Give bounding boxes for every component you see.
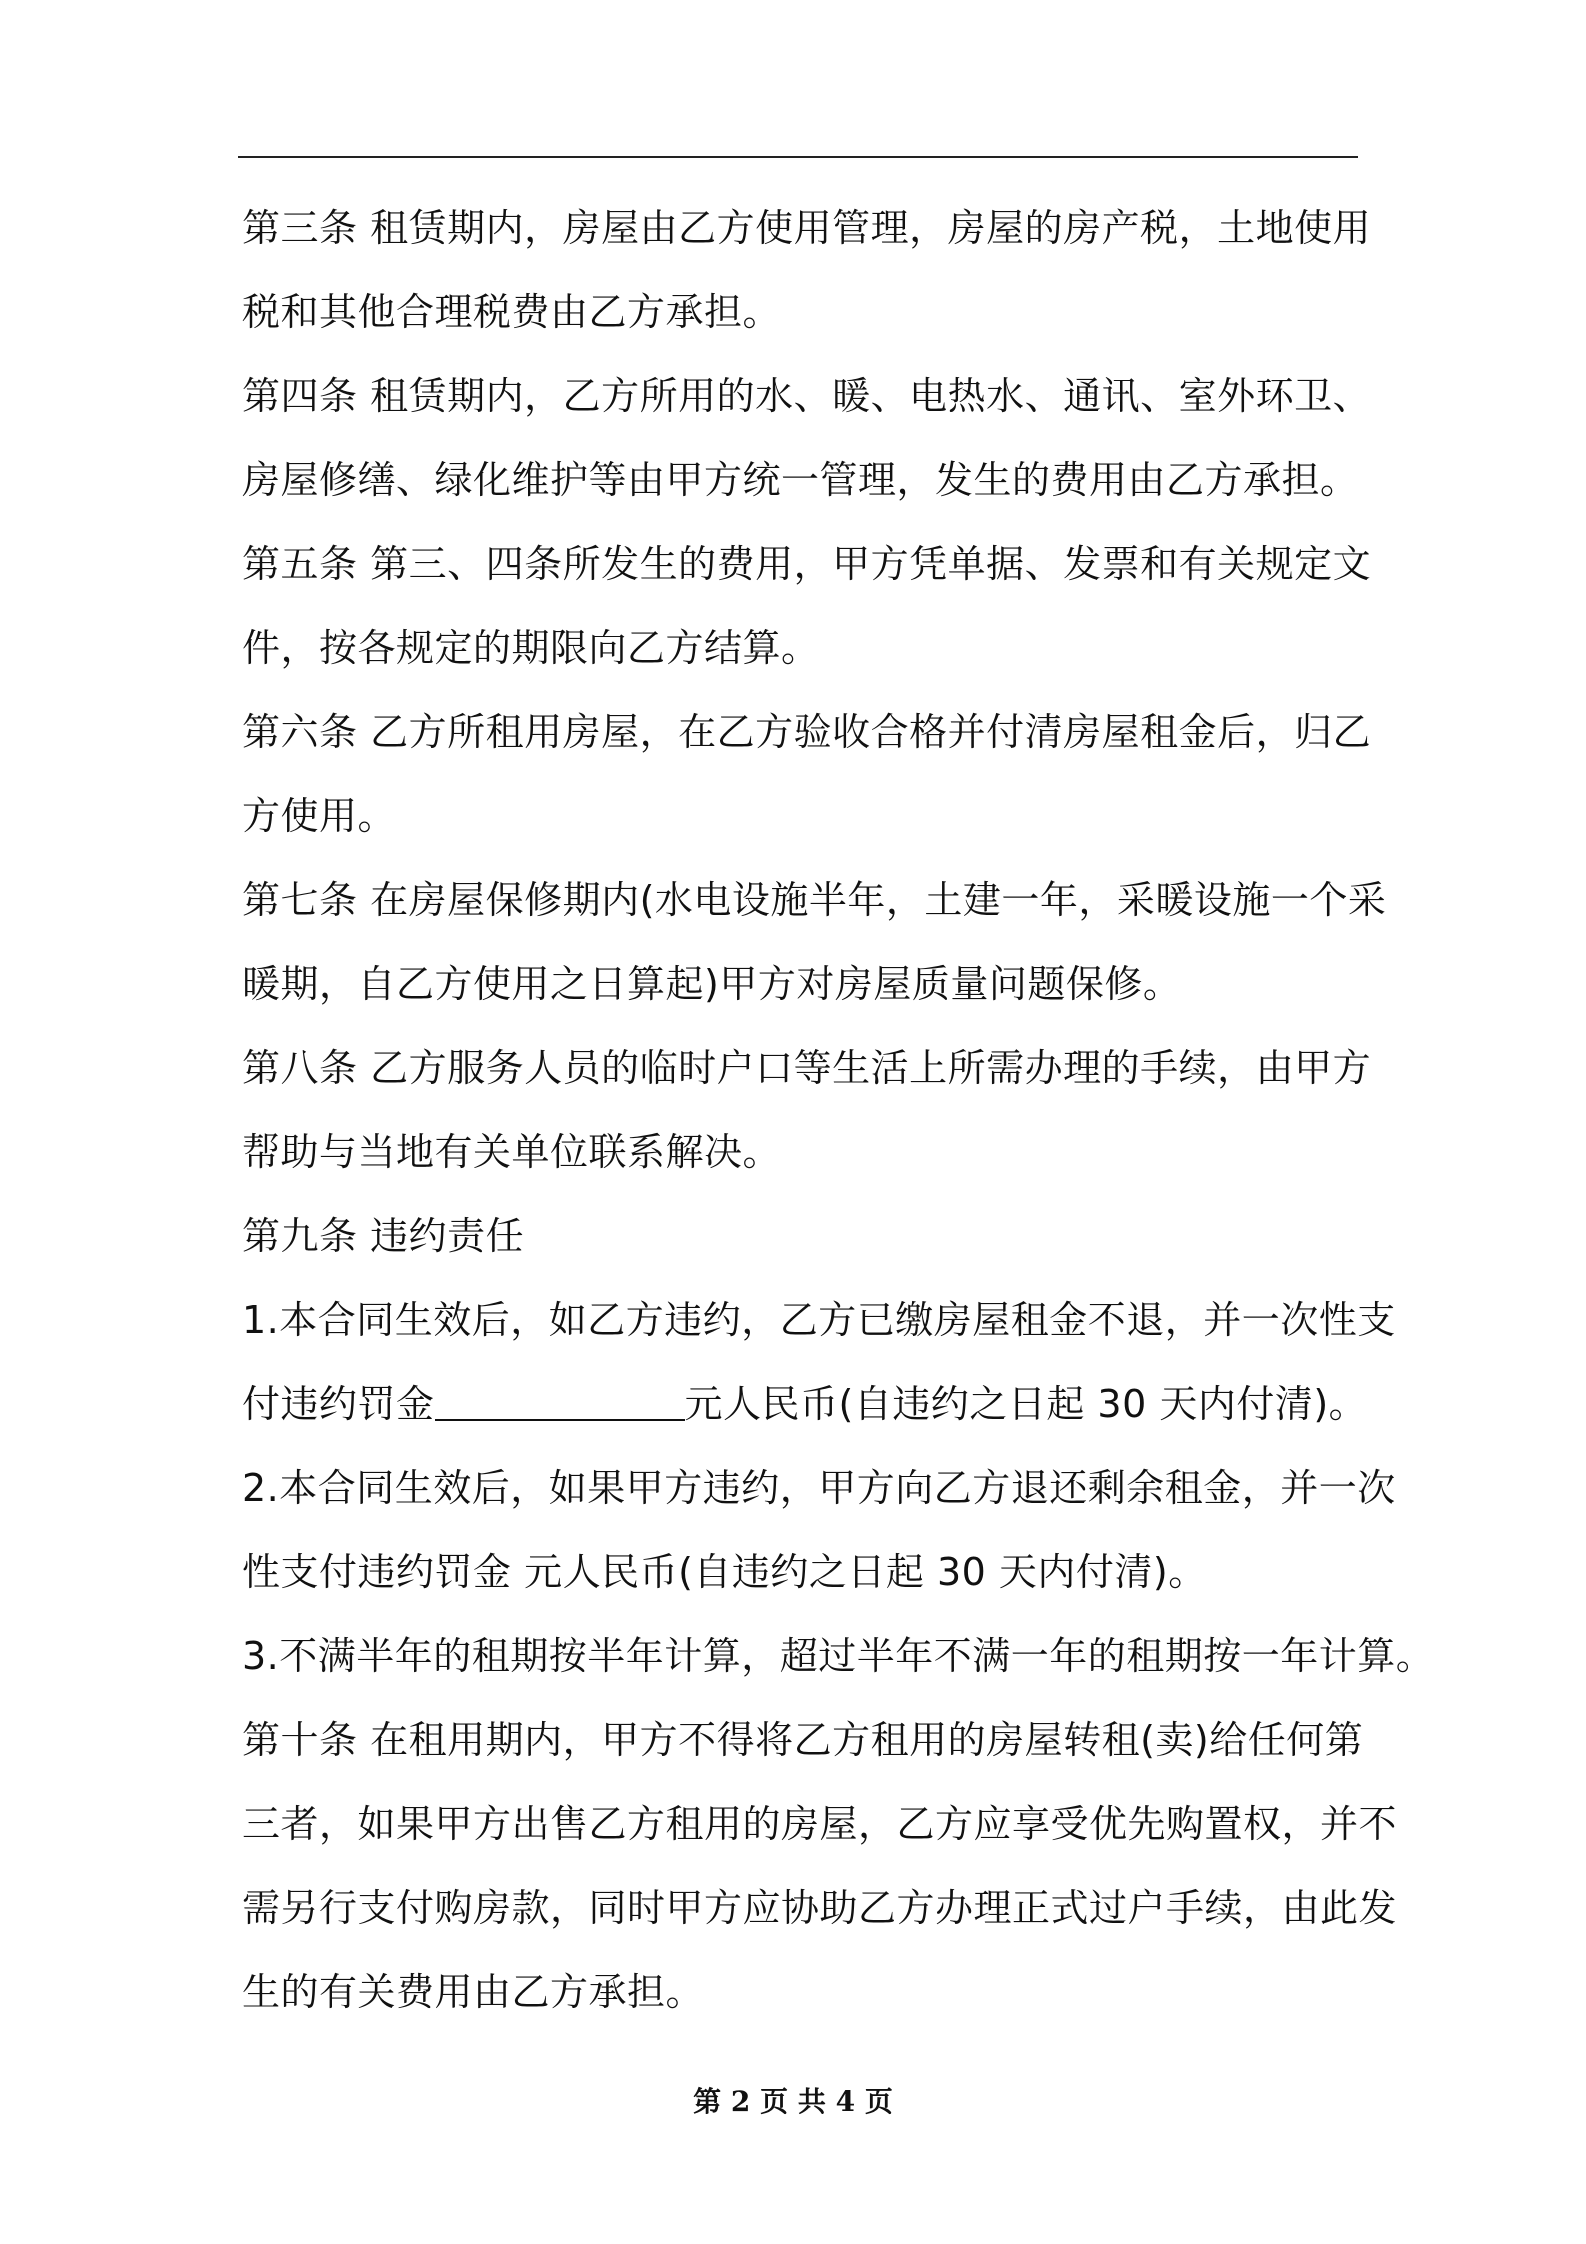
text-line: 税和其他合理税费由乙方承担。 (242, 290, 782, 334)
text-line: 2.本合同生效后，如果甲方违约，甲方向乙方退还剩余租金，并一次 (242, 1466, 1396, 1510)
text-line: 第三条 租赁期内，房屋由乙方使用管理，房屋的房产税，土地使用 (242, 206, 1372, 250)
contract-body (242, 186, 1435, 2034)
text-line: 第九条 违约责任 (242, 1214, 525, 1258)
text-line: 方使用。 (242, 794, 397, 838)
penalty-text-after: 元人民币(自违约之日起 30 天内付清)。 (684, 1382, 1368, 1426)
text-line: 第五条 第三、四条所发生的费用，甲方凭单据、发票和有关规定文 (242, 542, 1372, 586)
text-line: 第七条 在房屋保修期内(水电设施半年，土建一年，采暖设施一个采 (242, 878, 1387, 922)
penalty-line (242, 1362, 1372, 1446)
text-line: 第十条 在租用期内，甲方不得将乙方租用的房屋转租(卖)给任何第 (242, 1718, 1364, 1762)
text-line: 性支付违约罚金 元人民币(自违约之日起 30 天内付清)。 (242, 1550, 1207, 1594)
text-line: 3.不满半年的租期按半年计算，超过半年不满一年的租期按一年计算。 (242, 1634, 1435, 1678)
page-number: 第 2 页 共 4 页 (693, 2085, 893, 2118)
penalty-text-before: 付违约罚金 (242, 1382, 435, 1426)
text-line: 房屋修缮、绿化维护等由甲方统一管理，发生的费用由乙方承担。 (242, 458, 1359, 502)
text-line: 需另行支付购房款，同时甲方应协助乙方办理正式过户手续，由此发 (242, 1886, 1398, 1930)
text-line: 第六条 乙方所租用房屋，在乙方验收合格并付清房屋租金后，归乙 (242, 710, 1372, 754)
text-line: 帮助与当地有关单位联系解决。 (242, 1130, 782, 1174)
text-line: 第八条 乙方服务人员的临时户口等生活上所需办理的手续，由甲方 (242, 1046, 1372, 1090)
header-rule (238, 156, 1358, 158)
text-line: 生的有关费用由乙方承担。 (242, 1970, 705, 2014)
text-line: 暖期，自乙方使用之日算起)甲方对房屋质量问题保修。 (242, 962, 1182, 1006)
text-line: 三者，如果甲方出售乙方租用的房屋，乙方应享受优先购置权，并不 (242, 1802, 1398, 1846)
penalty-amount-blank (435, 1385, 685, 1421)
text-line: 第四条 租赁期内，乙方所用的水、暖、电热水、通讯、室外环卫、 (242, 374, 1372, 418)
text-line: 1.本合同生效后，如乙方违约，乙方已缴房屋租金不退，并一次性支 (242, 1298, 1396, 1342)
text-line: 件，按各规定的期限向乙方结算。 (242, 626, 820, 670)
